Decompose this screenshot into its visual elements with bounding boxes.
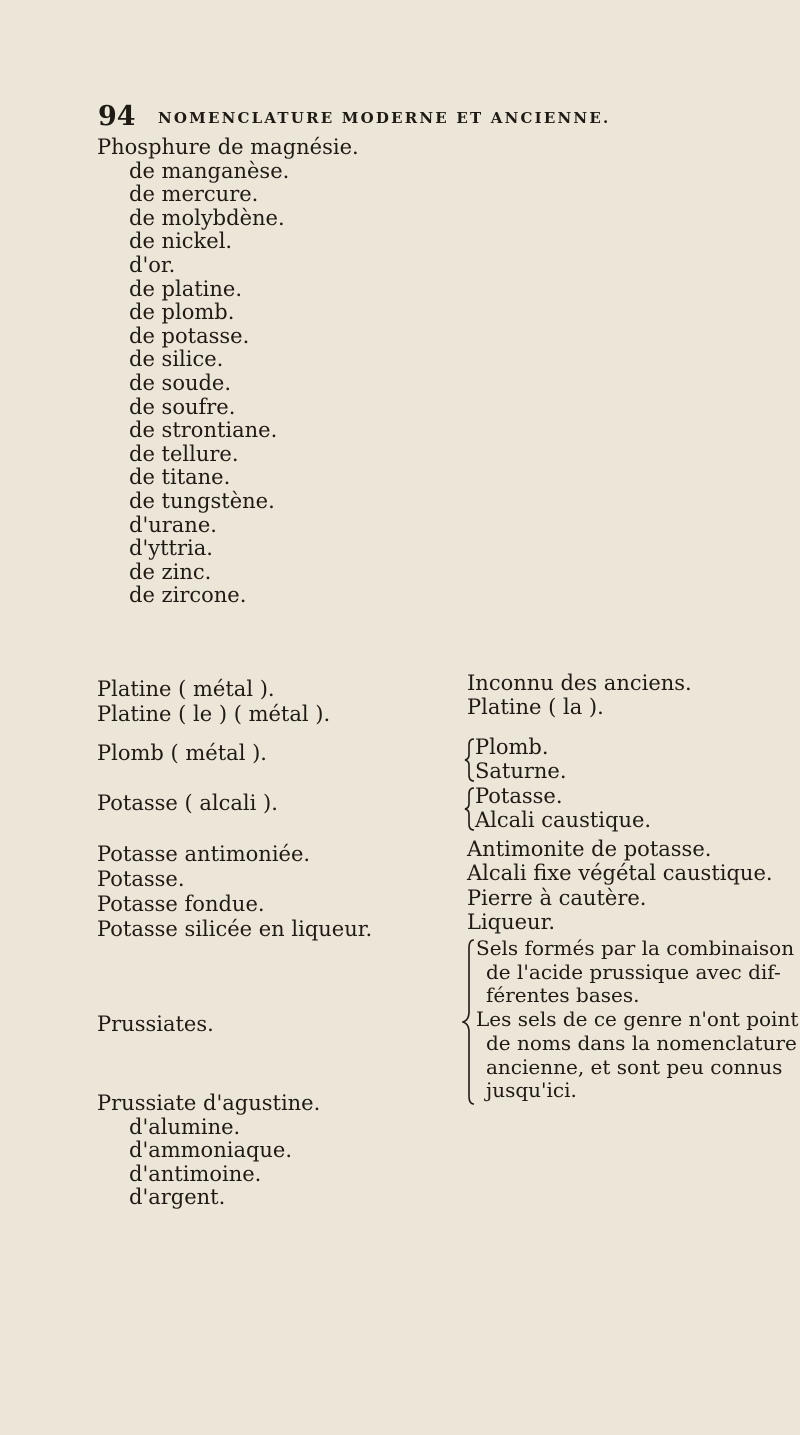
entry-potasse-alcali: Potasse ( alcali ). <box>97 791 278 815</box>
entry-potasse-fondue: Potasse fondue. <box>97 892 265 916</box>
entry-potasse: Potasse. <box>97 867 185 891</box>
list-item: de mercure. <box>129 182 259 207</box>
list-item: d'antimoine. <box>129 1161 262 1186</box>
list-item: de zinc. <box>129 559 212 584</box>
running-title: NOMENCLATURE MODERNE ET ANCIENNE. <box>158 109 611 127</box>
list-item: de tellure. <box>129 441 239 466</box>
prussiate-list <box>97 1092 320 1210</box>
note-line: Les sels de ce genre n'ont point <box>476 1007 799 1032</box>
list-item: de silice. <box>129 347 224 372</box>
page-number: 94 <box>98 101 136 132</box>
list-item: de zircone. <box>129 583 247 608</box>
list-item: d'ammoniaque. <box>129 1138 293 1163</box>
list-item: de platine. <box>129 276 243 301</box>
entry-platine-metal: Platine ( métal ). <box>97 677 275 701</box>
note-line: Sels formés par la combinaison <box>476 936 795 960</box>
note-line: de noms dans la nomenclature <box>486 1030 797 1055</box>
phosphure-list <box>97 136 359 608</box>
prussiates-note <box>476 937 798 1103</box>
note-line: jusqu'ici. <box>486 1078 577 1103</box>
ancient-alcali-caustique: Alcali caustique. <box>475 808 652 832</box>
ancient-antimonite: Antimonite de potasse. <box>467 837 712 861</box>
list-item: d'urane. <box>129 512 217 537</box>
large-brace-icon <box>462 938 476 1106</box>
entry-potasse-silicee: Potasse silicée en liqueur. <box>97 917 373 941</box>
entry-potasse-antimoniee: Potasse antimoniée. <box>97 842 311 866</box>
ancient-potasse: Potasse. <box>475 784 563 808</box>
list-item: d'argent. <box>129 1185 226 1210</box>
ancient-platine-la: Platine ( la ). <box>467 695 604 719</box>
list-item: de tungstène. <box>129 488 275 513</box>
list-item: de soufre. <box>129 394 236 419</box>
entry-plomb-metal: Plomb ( métal ). <box>97 741 267 765</box>
phosphure-first: Phosphure de magnésie. <box>97 135 359 159</box>
ancient-inconnu: Inconnu des anciens. <box>467 671 692 695</box>
ancient-alcali-fixe: Alcali fixe végétal caustique. <box>467 861 773 885</box>
ancient-liqueur: Liqueur. <box>467 910 555 934</box>
list-item: de titane. <box>129 465 231 490</box>
list-item: de soude. <box>129 370 232 395</box>
list-item: de molybdène. <box>129 205 285 230</box>
ancient-saturne: Saturne. <box>475 759 567 783</box>
note-line: de l'acide prussique avec dif- <box>486 959 781 984</box>
entry-prussiates: Prussiates. <box>97 1012 214 1036</box>
entry-platine-le: Platine ( le ) ( métal ). <box>97 702 331 726</box>
note-line: ancienne, et sont peu connus <box>486 1054 783 1079</box>
prussiate-first: Prussiate d'agustine. <box>97 1091 321 1115</box>
list-item: de nickel. <box>129 229 233 254</box>
note-line: férentes bases. <box>486 983 640 1008</box>
list-item: de potasse. <box>129 323 250 348</box>
list-item: d'alumine. <box>129 1114 241 1139</box>
list-item: d'or. <box>129 252 176 277</box>
list-item: de strontiane. <box>129 418 278 443</box>
list-item: d'yttria. <box>129 536 213 561</box>
list-item: de plomb. <box>129 300 235 325</box>
ancient-plomb: Plomb. <box>475 735 549 759</box>
ancient-pierre: Pierre à cautère. <box>467 886 647 910</box>
list-item: de manganèse. <box>129 158 290 183</box>
